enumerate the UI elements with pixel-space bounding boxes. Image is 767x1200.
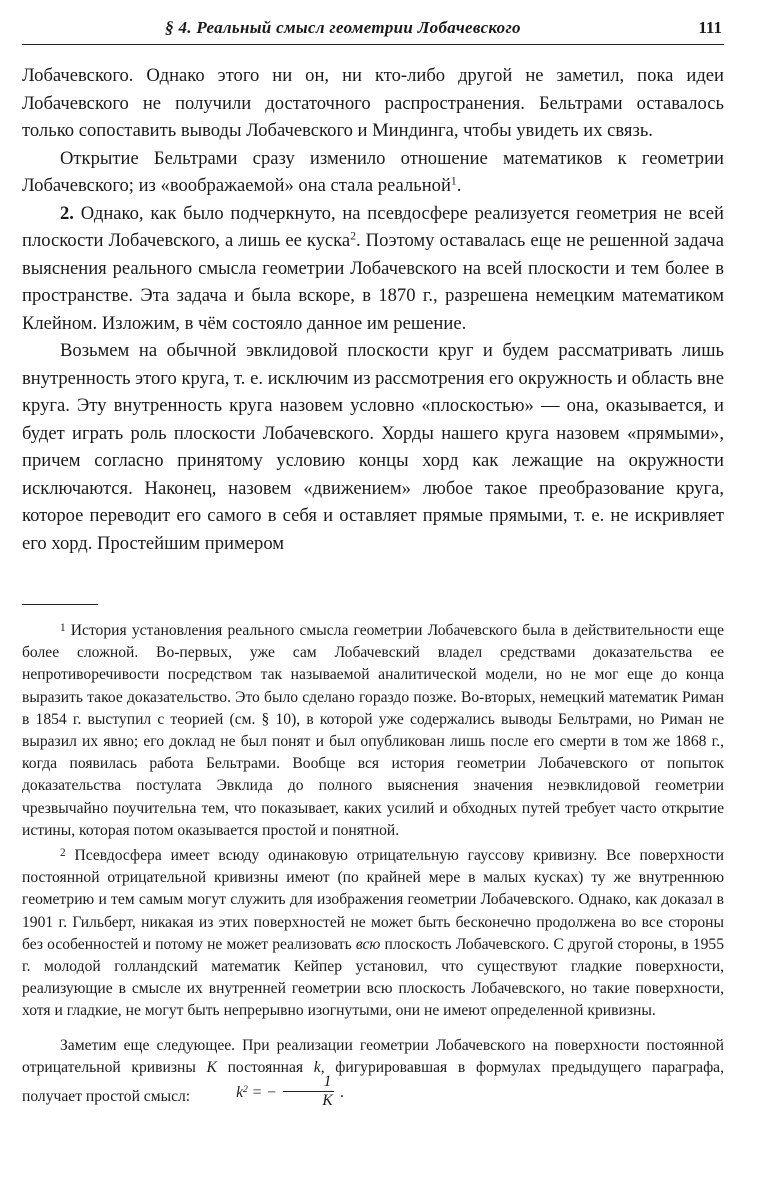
footnote-2-cont-text-a: Заметим еще следующее. При реализации геометрии Лобачевского на поверхности постоянной отрицательной кривизны — [22, 1036, 724, 1076]
running-head: § 4. Реальный смысл геометрии Лобачевского — [165, 18, 521, 37]
paragraph-2-end: . — [456, 175, 462, 196]
footnote-2 — [22, 845, 724, 1023]
footnote-2-emphasis: всю — [355, 935, 381, 953]
formula-end: . — [336, 1084, 345, 1102]
section-number-2: 2. — [60, 202, 74, 224]
footnote-2-mark: 2 — [60, 847, 66, 860]
book-page — [22, 0, 724, 1200]
paragraph-1-text: Лобачевского. Однако этого ни он, ни кто-либо другой не заметил, пока идеи Лобачевского не получили достаточного распространения. Бельтрами оставалось только сопоставить выводы Лобачевского и Миндинга, чтобы увидеть их связь. — [22, 65, 724, 141]
formula-equals: = − — [247, 1084, 281, 1102]
footnote-1-text: История установления реального смысла геометрии Лобачевского была в действительности еще более сложной. Во-первых, уже сам Лобачевский владел средствами доказательства ее непротиворечивости посредством так называемой аналитической модели, но не мог еще до конца выразить такое доказательство. Это было сделано гораздо позже. Во-вторых, немецкий математик Риман в 1854 г. выступил с теорией (см. § 10), в которой уже содержались выводы Бельтрами, но Риман не выразил их явно; его доклад не был понят и был опубликован лишь после его смерти в том же 1868 г., когда появилась работа Бельтрами. Вообще вся история геометрии Лобачевского от попыток доказательства постулата Эвклида до полного выяснения значения неэвклидовой геометрии чрезвычайно поучительна тем, что показывает, каких усилий и обходных путей требует часто открытие истины, которая потом оказывается простой и понятной. — [22, 622, 724, 839]
formula-exponent: 2 — [243, 1083, 248, 1095]
formula-numerator: 1 — [283, 1073, 335, 1092]
footnote-2-text-a: Псевдосфера имеет всюду одинаковую отрицательную гауссову кривизну. Все поверхности постоянной отрицательной кривизны имеют (по крайней мере в малых кусках) ту же внутреннюю геометрию и тем самым могут служить для изображения геометрии Лобачевского. Однако, как доказал в 1901 г. Гильберт, никакая из этих поверхностей не может быть бесконечно продолжена во все стороны без особенностей и потому не может реализовать — [22, 847, 724, 953]
constant-symbol-k: k — [313, 1058, 321, 1076]
main-text — [22, 62, 724, 557]
footnote-1-mark: 1 — [60, 622, 66, 635]
footnote-2-text-b: плоскость Лобачевского. С другой стороны, в 1955 г. молодой голландский математик Кейпер установил, что существуют гладкие поверхности, реализующие в смысле их внутренней геометрии всю плоскость Лобачевского, но такие поверхности, хотя и гладкие, не могут быть непрерывно изогнутыми, они не имеют определенной кривизны. — [22, 935, 724, 1020]
formula-denominator: K — [322, 1092, 333, 1110]
paragraph-1 — [22, 62, 724, 145]
paragraph-3 — [22, 200, 724, 338]
formula-fraction — [283, 1073, 335, 1110]
footnote-1 — [22, 620, 724, 842]
footnote-2-cont-text-c: , фигурировавшая в формулах предыдущего параграфа, получает простой смысл: — [22, 1058, 724, 1106]
paragraph-3-text-b: . Поэтому оставалась еще не решенной задача выяснения реального смысла геометрии Лобачевского на всей плоскости и тем более в пространстве. Эта задача и была вскоре, в 1870 г., разрешена немецким математиком Клейном. Изложим, в чём состояло данное им решение. — [22, 230, 725, 334]
page-header — [22, 14, 724, 45]
footnote-divider — [22, 604, 98, 605]
paragraph-3-text-a: Однако, как было подчеркнуто, на псевдосфере реализуется геометрия не всей плоскости Лобачевского, а лишь ее куска — [22, 202, 724, 251]
formula-k-squared — [198, 1075, 344, 1112]
footnote-2-continuation — [22, 1027, 724, 1116]
paragraph-4-text: Возьмем на обычной эвклидовой плоскости круг и будем рассматривать лишь внутренность этого круга, т. е. исключим из рассмотрения его окружность и область вне круга. Эту внутренность круга назовем условно «плоскостью» — она, оказывается, и будет играть роль плоскости Лобачевского. Хорды нашего круга назовем «прямыми», причем согласно принятому условию концы хорд как лежащие на окружности исключаются. Наконец, назовем «движением» любое такое преобразование круга, которое переводит его самого в себя и оставляет прямые прямыми, т. е. не искривляет его хорд. Простейшим примером — [22, 340, 724, 554]
page-number: 111 — [698, 18, 722, 37]
paragraph-4 — [22, 337, 724, 557]
footnotes — [22, 620, 724, 1116]
footnote-2-cont-text-b: постоянная — [216, 1058, 314, 1076]
footnote-ref-2: 2 — [350, 230, 356, 243]
paragraph-2-text: Открытие Бельтрами сразу изменило отношение математиков к геометрии Лобачевского; из «воображаемой» она стала реальной — [22, 147, 724, 196]
formula-lhs: k — [236, 1084, 244, 1102]
curvature-symbol-K: K — [206, 1058, 217, 1076]
paragraph-2 — [22, 145, 724, 200]
footnote-ref-1: 1 — [450, 175, 457, 188]
